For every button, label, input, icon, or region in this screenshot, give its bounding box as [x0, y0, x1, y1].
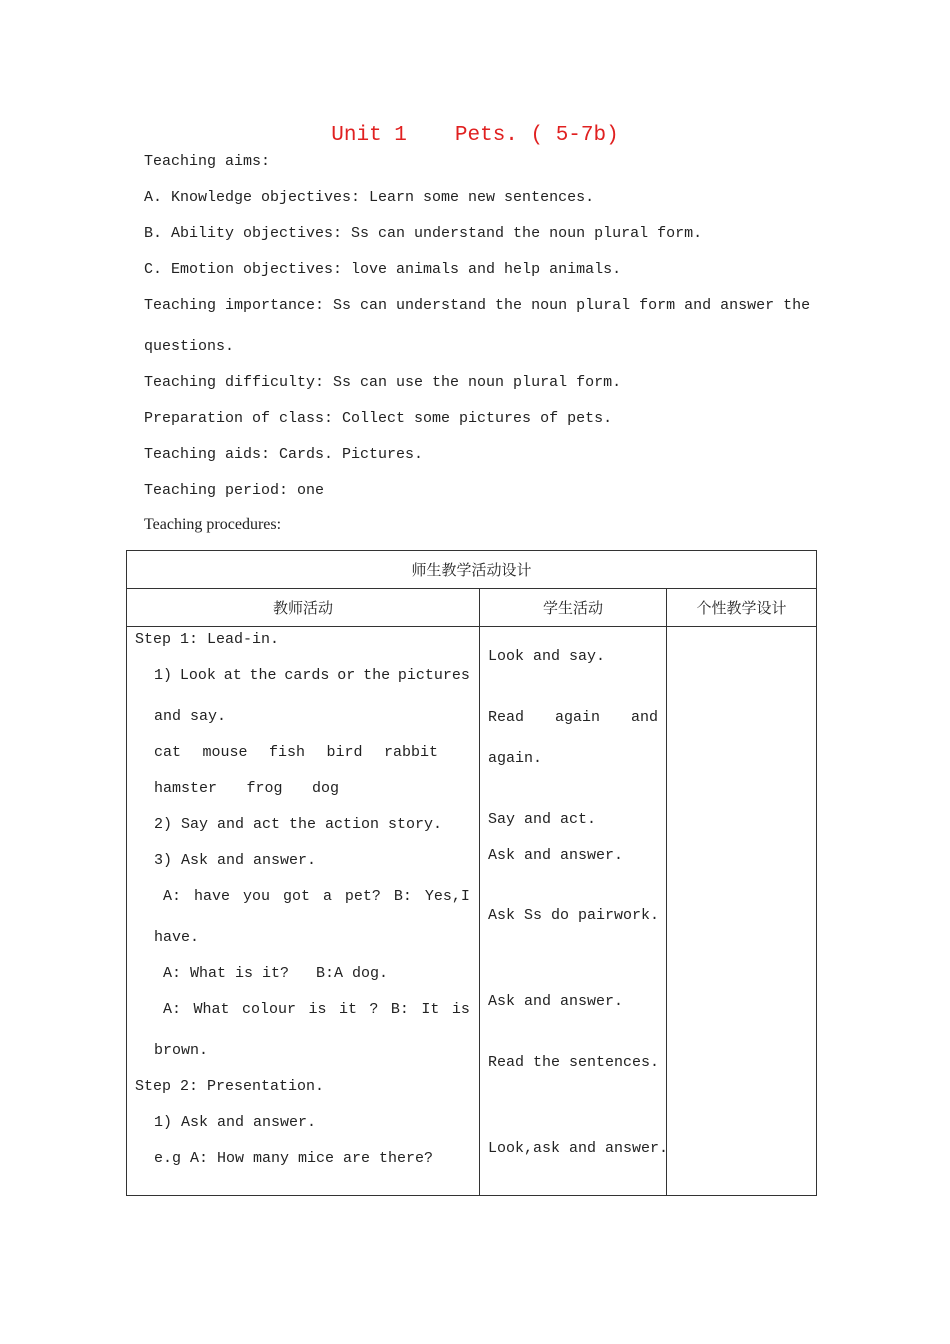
teaching-period: Teaching period: one [144, 482, 325, 499]
col-teacher-activity: 教师活动 [127, 589, 480, 627]
teaching-importance: Teaching importance: Ss can understand the noun plural form and answer the [144, 297, 811, 314]
col-personal-design: 个性教学设计 [667, 589, 817, 627]
student-row-8: Look,ask and answer. [488, 1140, 669, 1157]
animal-list-2: hamster frog dog [154, 780, 339, 797]
class-preparation: Preparation of class: Collect some pictures of pets. [144, 410, 613, 427]
ability-objectives: B. Ability objectives: Ss can understand the noun plural form. [144, 225, 703, 242]
animal-list-1: cat mouse fish bird rabbit [154, 744, 438, 761]
page-title [0, 124, 950, 147]
step1-item1-cont: and say. [154, 708, 227, 725]
step2-item1: 1) Ask and answer. [154, 1114, 317, 1131]
dialogue-line-1-cont: have. [154, 929, 200, 946]
student-row-5: Ask Ss do pairwork. [488, 907, 660, 924]
dialogue-line-2: A: What is it? B:A dog. [163, 965, 389, 982]
step2-example: e.g A: How many mice are there? [154, 1150, 434, 1167]
procedures-table [126, 550, 817, 1196]
knowledge-objectives: A. Knowledge objectives: Learn some new sentences. [144, 189, 595, 206]
dialogue-line-3: A: What colour is it ? B: It is [163, 1001, 470, 1018]
student-row-4: Ask and answer. [488, 847, 624, 864]
dialogue-line-1: A: have you got a pet? B: Yes,I [163, 888, 470, 905]
procedures-label: Teaching procedures: [144, 516, 282, 533]
table-header: 师生教学活动设计 [127, 551, 817, 589]
teaching-aids: Teaching aids: Cards. Pictures. [144, 446, 424, 463]
step1-item1: 1) Look at the cards or the pictures [154, 667, 470, 684]
student-row-6: Ask and answer. [488, 993, 624, 1010]
student-row-1: Look and say. [488, 648, 606, 665]
student-row-3: Say and act. [488, 811, 597, 828]
teaching-aims-heading: Teaching aims: [144, 153, 271, 170]
teaching-importance-cont: questions. [144, 338, 235, 355]
dialogue-line-3-cont: brown. [154, 1042, 209, 1059]
title-name: Pets. ( 5-7b) [454, 124, 619, 147]
teaching-difficulty: Teaching difficulty: Ss can use the noun plural form. [144, 374, 622, 391]
step1-heading: Step 1: Lead-in. [135, 631, 280, 648]
step1-item3: 3) Ask and answer. [154, 852, 317, 869]
student-row-7: Read the sentences. [488, 1054, 660, 1071]
title-unit: Unit 1 [331, 124, 407, 147]
step1-item2: 2) Say and act the action story. [154, 816, 443, 833]
personal-design-cell [667, 627, 817, 1196]
student-row-2-cont: again. [488, 750, 543, 767]
step2-heading: Step 2: Presentation. [135, 1078, 325, 1095]
emotion-objectives: C. Emotion objectives: love animals and help animals. [144, 261, 622, 278]
col-student-activity: 学生活动 [480, 589, 667, 627]
teacher-activity-cell [127, 627, 480, 1196]
student-row-2: Read again and [488, 709, 658, 726]
student-activity-cell [480, 627, 667, 1196]
